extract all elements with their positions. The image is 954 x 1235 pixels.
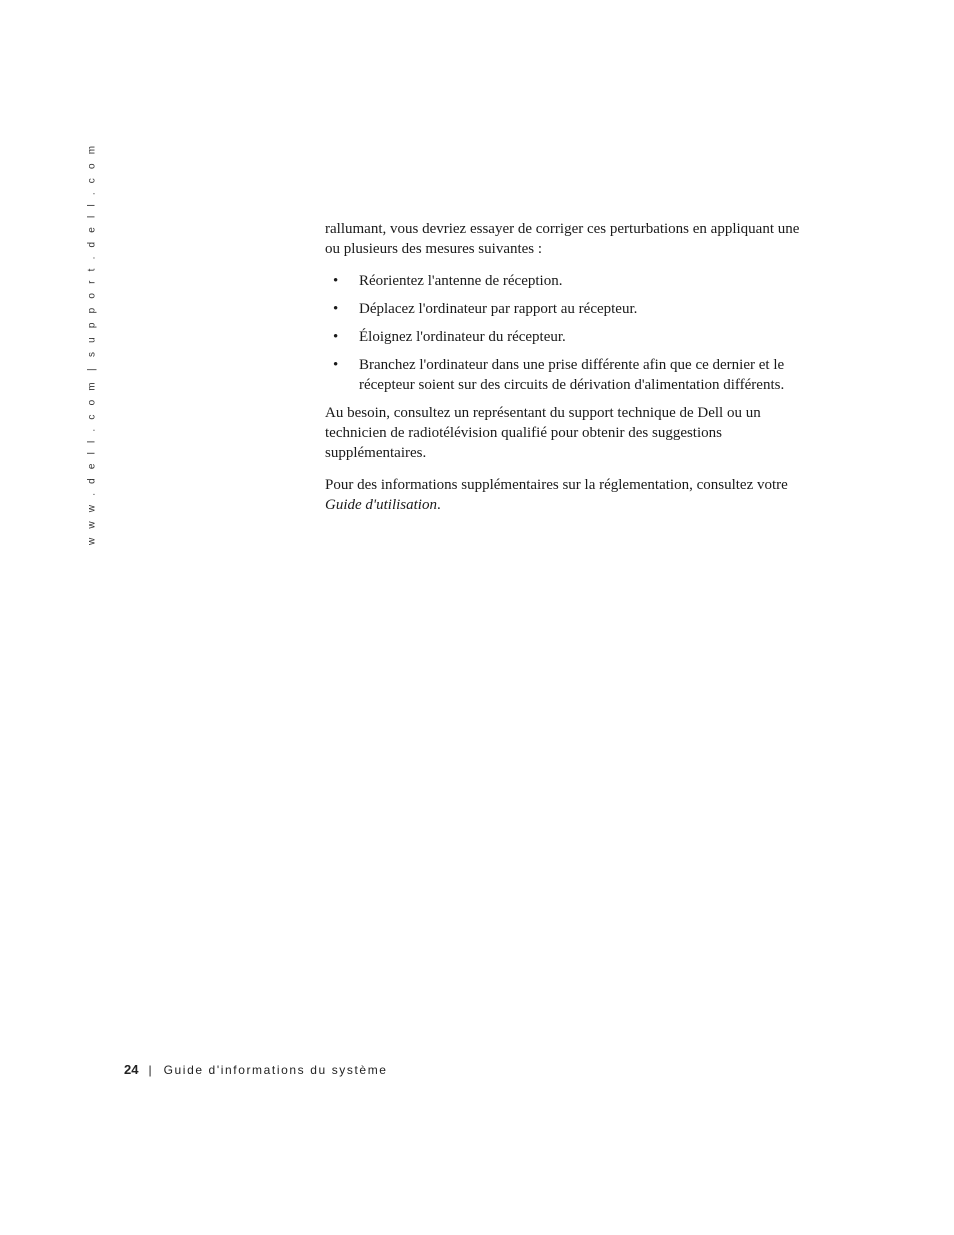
bullet-icon: • — [333, 329, 339, 345]
list-item-text: Déplacez l'ordinateur par rapport au récepteur. — [359, 301, 638, 317]
list-item — [325, 271, 815, 291]
regulation-period: . — [436, 497, 441, 513]
list-item — [325, 299, 815, 319]
intro-paragraph: rallumant, vous devriez essayer de corriger ces perturbations en appliquant une ou plusieurs des mesures suivantes : — [325, 221, 800, 257]
measures-list — [325, 271, 815, 395]
page-number: 24 — [124, 1062, 139, 1077]
side-url-support: s u p p o r t . d e l l . c o m — [86, 143, 98, 358]
footer-title: Guide d'informations du système — [163, 1063, 388, 1077]
list-item-text: Éloignez l'ordinateur du récepteur. — [359, 329, 566, 345]
support-paragraph: Au besoin, consultez un représentant du support technique de Dell ou un technicien de radiotélévision qualifié pour obtenir des suggestions supplémentaires. — [325, 405, 761, 461]
regulation-paragraph — [325, 475, 815, 515]
list-item — [325, 355, 815, 395]
bullet-icon: • — [333, 357, 339, 373]
bullet-icon: • — [333, 273, 339, 289]
list-item-text: Branchez l'ordinateur dans une prise différente afin que ce dernier et le récepteur soient sur des circuits de dérivation d'alimentation différents. — [359, 357, 785, 393]
regulation-text: Pour des informations supplémentaires sur la réglementation, consultez votre — [325, 477, 788, 493]
list-item — [325, 327, 815, 347]
footer-separator: | — [148, 1063, 152, 1077]
guide-title-italic: Guide d'utilisation — [325, 497, 437, 513]
side-url — [84, 143, 100, 545]
list-item-text: Réorientez l'antenne de réception. — [359, 273, 563, 289]
side-url-separator: | — [86, 365, 98, 372]
main-content — [325, 219, 815, 527]
bullet-icon: • — [333, 301, 339, 317]
side-url-dell: w w w . d e l l . c o m — [86, 379, 98, 545]
page-footer — [124, 1062, 388, 1077]
